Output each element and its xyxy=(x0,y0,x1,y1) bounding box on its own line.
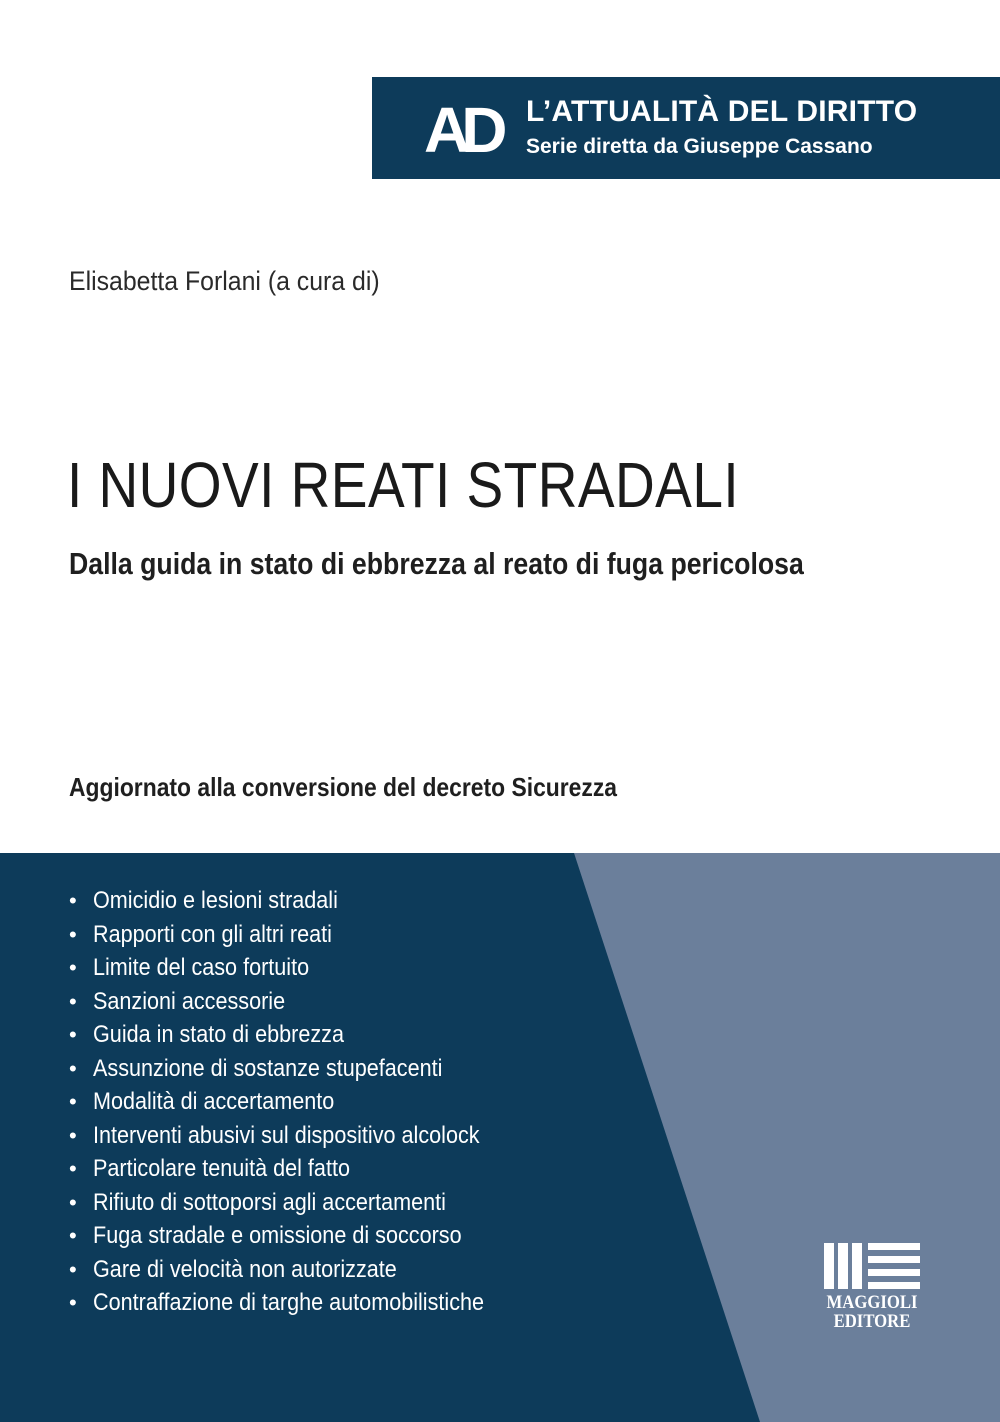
bullet-icon: • xyxy=(69,921,77,947)
topic-label: Contraffazione di targhe automobilistiche xyxy=(93,1289,485,1316)
topic-item xyxy=(69,884,527,918)
topic-label: Gare di velocità non autorizzate xyxy=(93,1255,397,1283)
topic-label: Sanzioni accessorie xyxy=(93,987,286,1015)
bullet-icon: • xyxy=(69,955,77,980)
topic-item xyxy=(69,1253,527,1287)
topic-item xyxy=(69,1018,527,1052)
book-title: I NUOVI REATI STRADALI xyxy=(67,449,740,521)
publisher-name xyxy=(826,1293,918,1331)
topic-item xyxy=(69,1186,527,1220)
topic-item xyxy=(69,1052,527,1086)
publisher-line2: EDITORE xyxy=(833,1311,911,1332)
topic-label: Limite del caso fortuito xyxy=(93,954,310,981)
bullet-icon: • xyxy=(69,888,77,913)
topic-label: Omicidio e lesioni stradali xyxy=(93,887,338,914)
topic-label: Modalità di accertamento xyxy=(93,1088,335,1115)
bullet-icon: • xyxy=(69,1055,77,1081)
bullet-icon: • xyxy=(69,1022,77,1047)
series-subtitle: Serie diretta da Giuseppe Cassano xyxy=(526,135,873,158)
publisher-logo xyxy=(820,1243,924,1333)
topic-item xyxy=(69,1119,527,1153)
topic-label: Fuga stradale e omissione di soccorso xyxy=(93,1222,462,1249)
bullet-icon: • xyxy=(69,1290,77,1315)
topic-label: Assunzione di sostanze stupefacenti xyxy=(93,1054,443,1082)
bullet-icon: • xyxy=(69,1122,77,1148)
bullet-icon: • xyxy=(69,1089,77,1114)
topic-item xyxy=(69,1286,527,1320)
publisher-line1: MAGGIOLI xyxy=(826,1292,918,1313)
bullet-icon: • xyxy=(69,1156,77,1181)
topic-item xyxy=(69,1219,527,1253)
bullet-icon: • xyxy=(69,988,77,1014)
topic-item xyxy=(69,918,527,952)
book-subtitle: Dalla guida in stato di ebbrezza al reato di fuga pericolosa xyxy=(69,546,804,581)
topic-label: Rifiuto di sottoporsi agli accertamenti xyxy=(93,1188,446,1216)
series-logo: AD xyxy=(424,94,499,166)
topic-label: Rapporti con gli altri reati xyxy=(93,920,332,948)
topic-label: Particolare tenuità del fatto xyxy=(93,1155,350,1182)
edition-note: Aggiornato alla conversione del decreto Sicurezza xyxy=(69,772,618,802)
topic-label: Interventi abusivi sul dispositivo alcolock xyxy=(93,1121,480,1149)
publisher-mark-icon xyxy=(822,1243,922,1291)
bullet-icon: • xyxy=(69,1189,77,1215)
author: Elisabetta Forlani (a cura di) xyxy=(69,266,380,296)
topic-label: Guida in stato di ebbrezza xyxy=(93,1021,344,1048)
topic-item xyxy=(69,1152,527,1186)
topic-item xyxy=(69,1085,527,1119)
series-banner xyxy=(372,77,1000,179)
topic-item xyxy=(69,985,527,1019)
topic-item xyxy=(69,951,527,985)
bullet-icon: • xyxy=(69,1223,77,1248)
bullet-icon: • xyxy=(69,1256,77,1282)
series-title: L’ATTUALITÀ DEL DIRITTO xyxy=(526,95,918,128)
topic-list xyxy=(69,884,527,1320)
